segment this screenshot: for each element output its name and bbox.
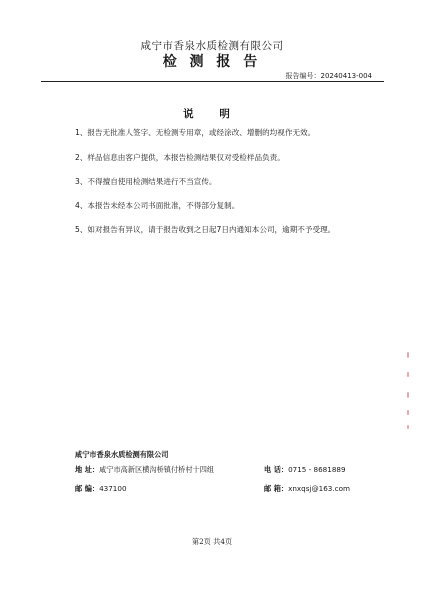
footer-postcode — [75, 484, 127, 494]
report-number: 报告编号：20240413-004 — [285, 72, 372, 80]
binding-mark — [407, 410, 409, 415]
notes-heading: 说 明 — [183, 108, 241, 120]
page-number: 第2页 共4页 — [191, 537, 233, 546]
note-item-3: 3、不得擅自使用检测结果进行不当宣传。 — [75, 177, 217, 186]
company-name: 咸宁市香泉水质检测有限公司 — [140, 40, 284, 52]
binding-mark — [407, 425, 409, 429]
footer-address — [75, 465, 214, 475]
postcode-label: 邮 编： — [75, 484, 100, 493]
binding-mark — [407, 372, 409, 377]
address-label: 地 址： — [75, 465, 100, 474]
note-item-4: 4、本报告未经本公司书面批准，不得部分复制。 — [75, 201, 240, 210]
binding-mark — [407, 392, 409, 398]
postcode-value: 437100 — [99, 484, 127, 493]
note-item-5: 5、如对报告有异议，请于报告收到之日起7日内通知本公司，逾期不予受理。 — [75, 225, 336, 234]
note-item-1: 1、报告无批准人签字、无检测专用章，或经涂改、增删的均视作无效。 — [75, 128, 316, 137]
footer-email — [264, 484, 350, 494]
phone-label: 电 话： — [264, 465, 289, 474]
email-label: 邮 箱： — [264, 484, 289, 493]
footer-company: 咸宁市香泉水质检测有限公司 — [75, 450, 169, 459]
address-value: 咸宁市高新区横沟桥镇付桥村十四组 — [99, 465, 215, 474]
footer-phone — [264, 465, 346, 475]
phone-value: 0715 - 8681889 — [288, 465, 346, 474]
note-item-2: 2、样品信息由客户提供，本报告检测结果仅对受检样品负责。 — [75, 153, 285, 162]
header-divider — [41, 81, 384, 82]
binding-mark — [407, 352, 409, 358]
report-title: 检 测 报 告 — [162, 54, 262, 70]
email-value: xnxqsj@163.com — [288, 484, 350, 493]
